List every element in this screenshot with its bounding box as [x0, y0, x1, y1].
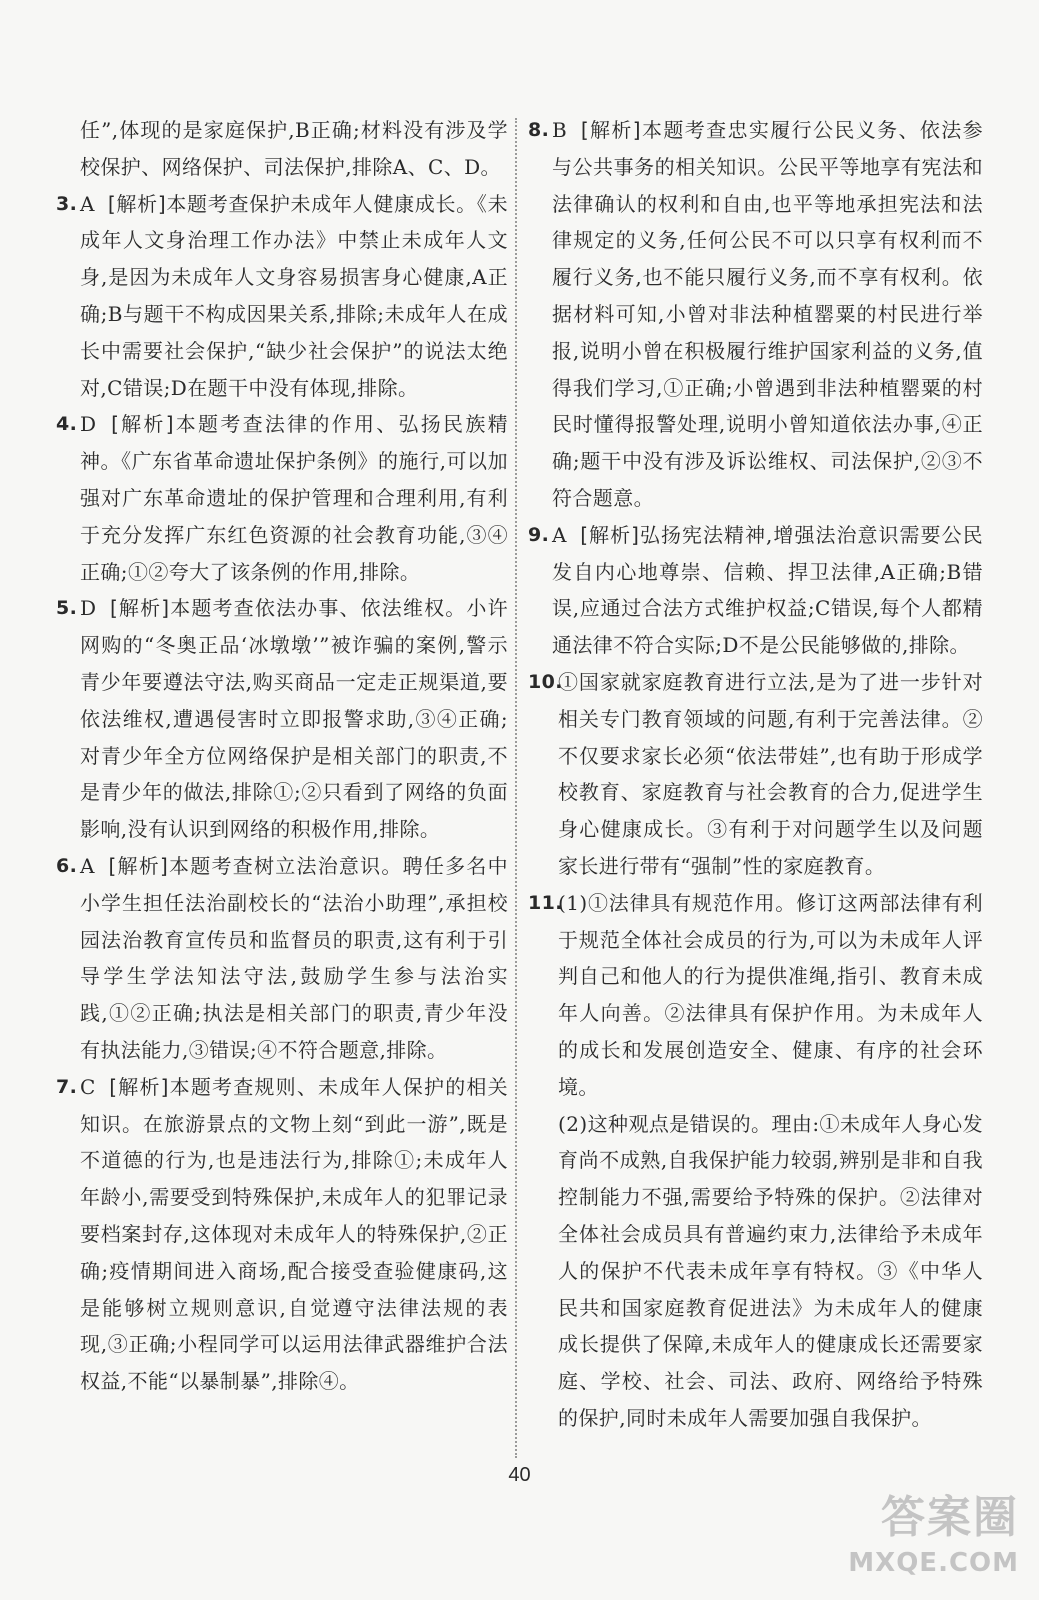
answer-part-2: (2)这种观点是错误的。理由:①未成年人身心发育尚不成熟,自我保护能力较弱,辨别是非和自我控制能力不强,需要给予特殊的保护。②法律对全体社会成员具有普遍约束力,法律给予未成年人的保护不代表未成年享有特权。③《中华人民共和国家庭教育促进法》为未成年人的健康成长提供了保障,未成年人的健康成长还需要家庭、学校、社会、司法、政府、网络给予特殊的保护,同时未成年人需要加强自我保护。 — [558, 1111, 983, 1430]
answer-letter: B — [552, 118, 568, 142]
carryover-text — [56, 112, 508, 186]
question-number: 3. — [56, 192, 78, 215]
question-3 — [56, 186, 508, 407]
answer-letter: C — [80, 1074, 96, 1099]
watermark-url: MXQE.COM — [848, 1548, 1019, 1578]
carryover-body: 任”,体现的是家庭保护,B正确;材料没有涉及学校保护、网络保护、司法保护,排除A、C、D。 — [80, 118, 508, 179]
right-column — [528, 112, 983, 1437]
analysis-tag: [解析] — [111, 412, 174, 437]
watermark-text: 答案圈 — [881, 1492, 1019, 1543]
question-7 — [56, 1069, 508, 1400]
answer-letter: A — [80, 853, 95, 878]
question-11 — [528, 885, 983, 1437]
analysis-tag: [解析] — [109, 596, 170, 621]
analysis-text: 弘扬宪法精神,增强法治意识需要公民发自内心地尊崇、信赖、捍卫法律,A正确;B错误,应通过合法方式维护权益;C错误,每个人都精通法律不符合实际;D不是公民能够做的,排除。 — [552, 522, 983, 658]
question-number: 4. — [56, 413, 78, 436]
watermark-logo — [829, 1488, 1019, 1588]
left-column — [56, 112, 508, 1400]
question-10 — [528, 664, 983, 885]
analysis-tag: [解析] — [109, 1074, 169, 1099]
analysis-tag: [解析] — [108, 853, 169, 878]
question-number: 11. — [528, 891, 563, 914]
question-9 — [528, 517, 983, 664]
question-5 — [56, 590, 508, 848]
analysis-text: 本题考查依法办事、依法维权。小许网购的“冬奥正品‘冰墩墩’”被诈骗的案例,警示青少年要遵法守法,购买商品一定走正规渠道,要依法维权,遭遇侵害时立即报警求助,③④正确;对青少年全方位网络保护是相关部门的职责,不是青少年的做法,排除①;②只看到了网络的负面影响,没有认识到网络的积极作用,排除。 — [80, 596, 508, 842]
answer-letter: D — [80, 412, 97, 437]
question-number: 8. — [528, 119, 550, 141]
question-number: 6. — [56, 854, 78, 877]
analysis-text: 本题考查法律的作用、弘扬民族精神。《广东省革命遗址保护条例》的施行,可以加强对广东革命遗址的保护管理和合理利用,有利于充分发挥广东红色资源的社会教育功能,③④正确;①②夸大了该条例的作用,排除。 — [80, 412, 508, 584]
answer-part-1: (1)①法律具有规范作用。修订这两部法律有利于规范全体社会成员的行为,可以为未成年人评判自己和他人的行为提供准绳,指引、教育未成年人向善。②法律具有保护作用。为未成年人的成长和发展创造安全、健康、有序的社会环境。 — [558, 890, 983, 1099]
answer-letter: A — [80, 191, 95, 216]
analysis-text: 本题考查忠实履行公民义务、依法参与公共事务的相关知识。公民平等地享有宪法和法律确认的权利和自由,也平等地承担宪法和法律规定的义务,任何公民不可以只享有权利而不履行义务,也不能只履行义务,而不享有权利。依据材料可知,小曾对非法种植罂粟的村民进行举报,说明小曾在积极履行维护国家利益的义务,值得我们学习,①正确;小曾遇到非法种植罂粟的村民时懂得报警处理,说明小曾知道依法办事,④正确;题干中没有涉及诉讼维权、司法保护,②③不符合题意。 — [552, 118, 983, 510]
page-number: 40 — [508, 1464, 531, 1486]
column-divider — [515, 118, 517, 1458]
question-4 — [56, 406, 508, 590]
analysis-tag: [解析] — [107, 191, 167, 216]
question-8 — [528, 112, 983, 517]
question-number: 5. — [56, 597, 78, 620]
analysis-text: 本题考查规则、未成年人保护的相关知识。在旅游景点的文物上刻“到此一游”,既是不道德的行为,也是违法行为,排除①;未成年人年龄小,需要受到特殊保护,未成年人的犯罪记录要档案封存,这体现对未成年人的特殊保护,②正确;疫情期间进入商场,配合接受查验健康码,这是能够树立规则意识,自觉遵守法律法规的表现,③正确;小程同学可以运用法律武器维护合法权益,不能“以暴制暴”,排除④。 — [80, 1074, 508, 1394]
answer-text: ①国家就家庭教育进行立法,是为了进一步针对相关专门教育领域的问题,有利于完善法律。②不仅要求家长必须“依法带娃”,也有助于形成学校教育、家庭教育与社会教育的合力,促进学生身心健康成长。③有利于对问题学生以及问题家长进行带有“强制”性的家庭教育。 — [558, 669, 983, 878]
analysis-tag: [解析] — [580, 522, 640, 547]
question-6 — [56, 848, 508, 1069]
analysis-text: 本题考查保护未成年人健康成长。《未成年人文身治理工作办法》中禁止未成年人文身,是因为未成年人文身容易损害身心健康,A正确;B与题干不构成因果关系,排除;未成年人在成长中需要社会保护,“缺少社会保护”的说法太绝对,C错误;D在题干中没有体现,排除。 — [80, 191, 508, 400]
answer-letter: A — [552, 522, 567, 547]
question-number: 9. — [528, 523, 550, 546]
question-number: 10. — [528, 670, 563, 693]
analysis-tag: [解析] — [580, 118, 641, 142]
question-number: 7. — [56, 1075, 78, 1098]
analysis-text: 本题考查树立法治意识。聘任多名中小学生担任法治副校长的“法治小助理”,承担校园法治教育宣传员和监督员的职责,这有利于引导学生学法知法守法,鼓励学生参与法治实践,①②正确;执法是相关部门的职责,青少年没有执法能力,③错误;④不符合题意,排除。 — [80, 853, 508, 1062]
answer-letter: D — [80, 596, 97, 621]
